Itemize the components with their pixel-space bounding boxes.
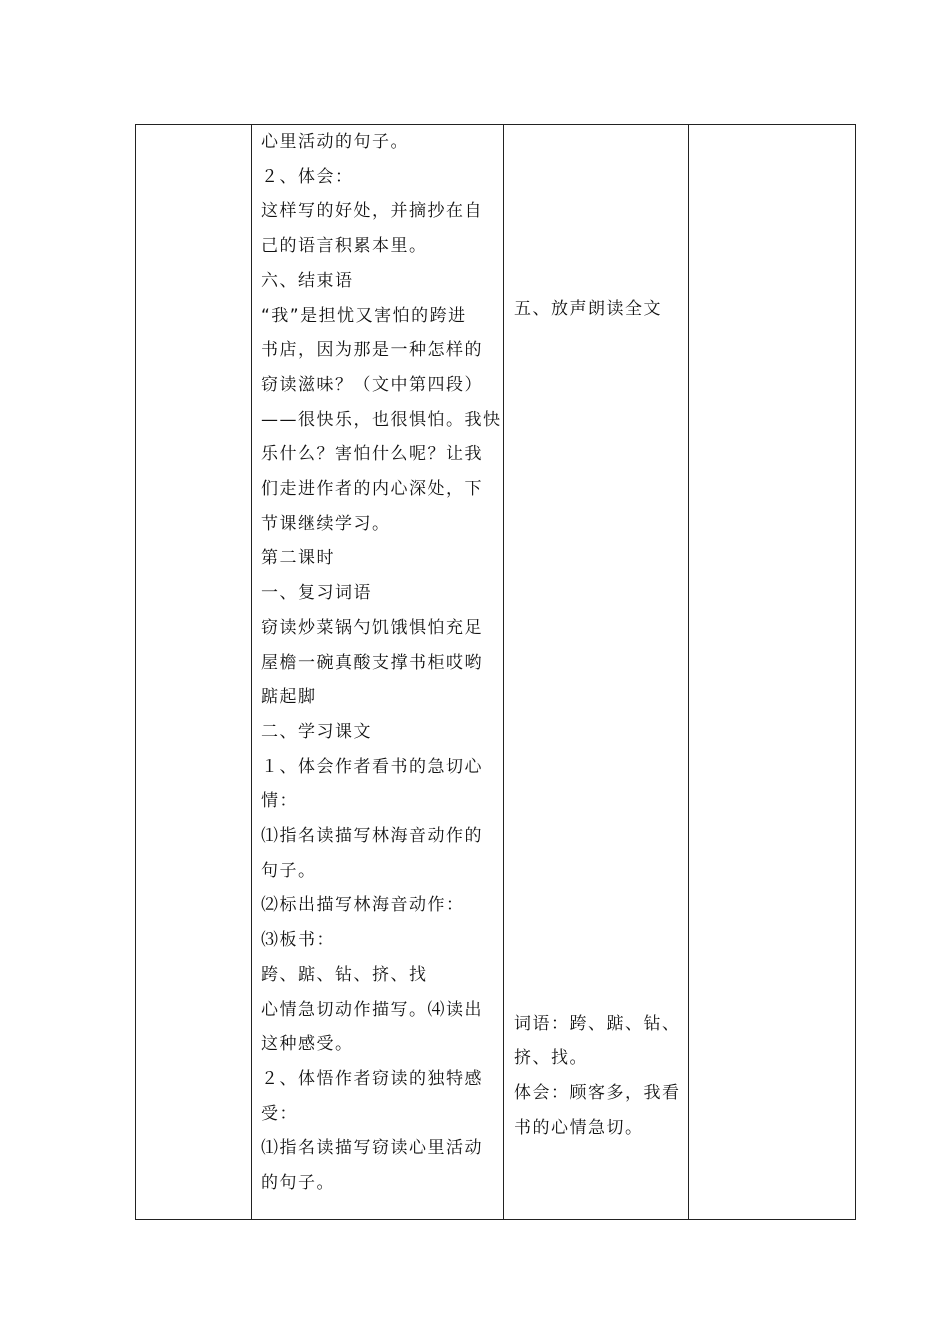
text-line: 跨、踮、钻、挤、找 — [261, 964, 428, 985]
text-line: 心里活动的句子。 — [261, 132, 409, 152]
text-line: 窃读滋味？（文中第四段） — [261, 374, 483, 395]
text-line: 第二课时 — [261, 548, 335, 569]
spacer — [504, 125, 688, 292]
teaching-content-lines — [252, 125, 503, 1201]
text-line: 五、放声朗读全文 — [514, 299, 662, 319]
text-line: “我”是担忧又害怕的跨进 — [261, 305, 467, 326]
spacer — [504, 327, 688, 1007]
text-line: 二、学习课文 — [261, 721, 372, 742]
text-line: 窃读炒菜锅勺饥饿惧怕充足 — [261, 617, 483, 638]
text-line: ２、体悟作者窃读的独特感 — [261, 1068, 483, 1089]
text-line: 受： — [261, 1103, 298, 1124]
text-line: 挤、找。 — [514, 1048, 588, 1069]
table-row — [136, 125, 856, 1220]
text-line: 这样写的好处，并摘抄在自 — [261, 201, 483, 222]
text-line: 们走进作者的内心深处，下 — [261, 479, 483, 500]
text-line: ⑵标出描写林海音动作： — [261, 895, 465, 916]
column-4-cell — [689, 125, 856, 1220]
teaching-content-cell — [252, 125, 504, 1220]
text-line: 书的心情急切。 — [514, 1117, 644, 1138]
text-line: 情： — [261, 791, 298, 812]
column-1-cell — [136, 125, 252, 1220]
text-line: 的句子。 — [261, 1173, 335, 1194]
lesson-plan-table — [135, 124, 856, 1220]
text-line: １、体会作者看书的急切心 — [261, 756, 483, 777]
text-line: ——很快乐，也很惧怕。我快 — [261, 409, 502, 430]
activity-lines-bottom — [504, 1007, 688, 1146]
text-line: ２、体会： — [261, 166, 354, 187]
text-line: ⑶板书： — [261, 930, 335, 951]
text-line: 书店，因为那是一种怎样的 — [261, 340, 483, 361]
text-line: 踮起脚 — [261, 687, 317, 708]
text-line: 心情急切动作描写。⑷读出 — [261, 999, 483, 1020]
text-line: ⑴指名读描写窃读心里活动 — [261, 1138, 483, 1159]
student-activity-cell — [504, 125, 689, 1220]
text-line: ⑴指名读描写林海音动作的 — [261, 826, 483, 847]
text-line: 己的语言积累本里。 — [261, 236, 428, 257]
text-line: 这种感受。 — [261, 1034, 354, 1055]
activity-lines-top — [504, 292, 688, 327]
text-line: 体会：顾客多，我看 — [514, 1083, 681, 1104]
text-line: 乐什么？害怕什么呢？让我 — [261, 444, 483, 465]
text-line: 六、结束语 — [261, 270, 354, 291]
text-line: 一、复习词语 — [261, 583, 372, 604]
text-line: 节课继续学习。 — [261, 513, 391, 534]
text-line: 屋檐一碗真酸支撑书柜哎哟 — [261, 652, 483, 673]
text-line: 句子。 — [261, 860, 317, 881]
text-line: 词语：跨、踮、钻、 — [514, 1013, 681, 1034]
